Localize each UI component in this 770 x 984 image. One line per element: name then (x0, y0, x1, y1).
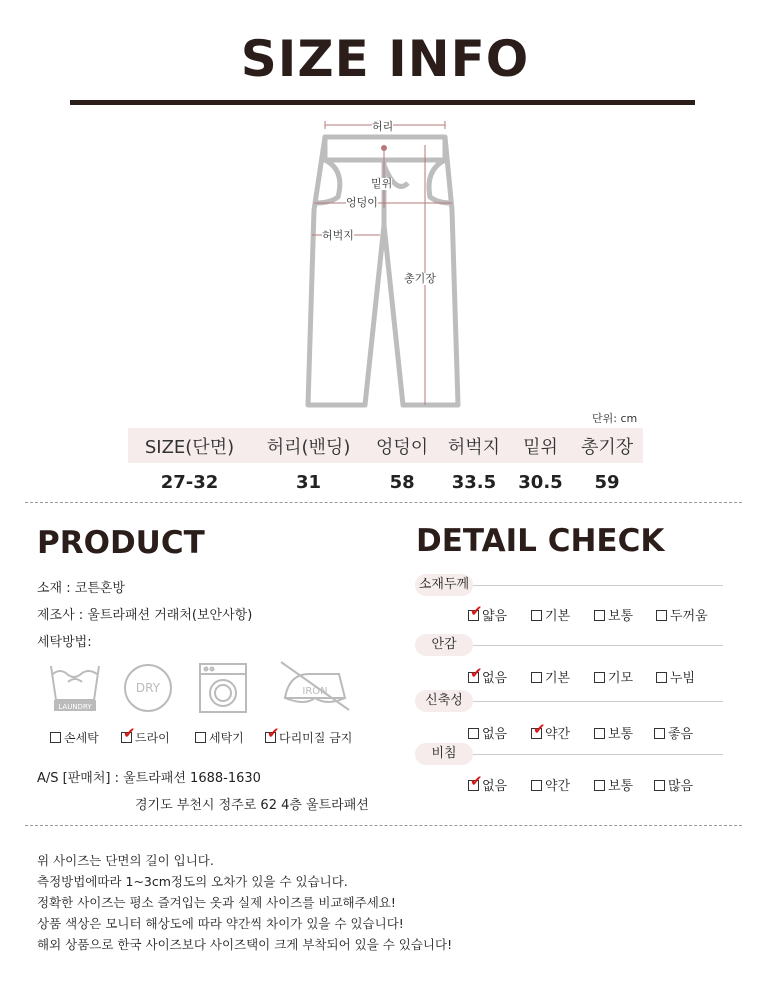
checkbox[interactable] (654, 780, 665, 791)
detail-option-label: 누빔 (670, 671, 696, 686)
check-mark-icon: ✔ (470, 602, 483, 620)
laundry-icon-label: LAUNDRY (58, 703, 92, 711)
section-divider (25, 825, 742, 826)
page-title: SIZE INFO (240, 30, 530, 88)
checkbox-checked[interactable] (121, 724, 136, 743)
detail-row-rule (473, 645, 723, 646)
care-option-dry[interactable] (121, 724, 170, 746)
care-option-no-iron[interactable] (265, 724, 353, 746)
no-iron-icon (275, 658, 355, 714)
size-cell: 59 (594, 471, 620, 493)
check-mark-icon: ✔ (533, 720, 546, 738)
size-header-cell: 총기장 (571, 428, 643, 463)
checkbox-checked[interactable] (468, 602, 483, 621)
detail-option-selected[interactable] (468, 664, 508, 686)
checkbox[interactable] (594, 672, 605, 683)
detail-option-label: 기본 (545, 671, 571, 686)
detail-option[interactable] (531, 605, 570, 624)
detail-row-label: 신축성 (415, 690, 473, 712)
checkbox[interactable] (195, 732, 206, 743)
detail-check-title: DETAIL CHECK (416, 523, 665, 559)
as-address-line: 경기도 부천시 정주로 62 4층 울트라패션 (135, 798, 369, 813)
detail-option-label: 보통 (608, 609, 634, 624)
care-option-label: 손세탁 (64, 731, 99, 745)
handwash-icon (48, 660, 102, 714)
detail-option[interactable] (468, 723, 507, 742)
wash-method-title: 세탁방법: (37, 635, 92, 650)
dry-clean-icon (122, 662, 174, 714)
checkbox[interactable] (468, 728, 479, 739)
length-label: 총기장 (404, 272, 436, 285)
detail-option-label: 보통 (608, 727, 634, 742)
detail-option-selected[interactable] (468, 602, 508, 624)
detail-option[interactable] (594, 723, 633, 742)
checkbox[interactable] (50, 732, 61, 743)
rise-label: 밑위 (371, 177, 393, 190)
waist-label: 허리 (372, 120, 394, 133)
dry-icon-label: DRY (135, 681, 161, 695)
detail-option[interactable] (654, 723, 693, 742)
checkbox[interactable] (654, 728, 665, 739)
care-option-label: 세탁기 (209, 731, 244, 745)
detail-option-label: 약간 (545, 779, 571, 794)
thigh-label: 허벅지 (322, 229, 354, 242)
check-mark-icon: ✔ (123, 724, 136, 742)
size-header-cell: 허벅지 (438, 428, 510, 463)
maker-text: 제조사 : 울트라패션 거래처(보안사항) (37, 608, 253, 623)
title-divider (70, 100, 695, 105)
detail-option-label: 보통 (608, 779, 634, 794)
size-cell: 33.5 (451, 471, 497, 493)
note-line: 위 사이즈는 단면의 길이 입니다. (37, 853, 214, 868)
detail-row-label: 비침 (415, 743, 473, 765)
detail-option-label: 두꺼움 (670, 609, 708, 624)
note-line: 측정방법에따라 1~3cm정도의 오차가 있을 수 있습니다. (37, 874, 348, 889)
size-cell: 27-32 (160, 471, 219, 493)
care-option-handwash[interactable] (50, 729, 99, 746)
checkbox-checked[interactable] (531, 720, 546, 739)
detail-option[interactable] (594, 605, 633, 624)
note-line: 상품 색상은 모니터 해상도에 따라 약간씩 차이가 있을 수 있습니다! (37, 916, 404, 931)
detail-row-rule (473, 585, 723, 586)
checkbox-checked[interactable] (468, 772, 483, 791)
size-table (128, 428, 643, 501)
size-header-cell: 허리(밴딩) (251, 428, 366, 463)
detail-row-rule (473, 701, 723, 702)
detail-option-label: 기본 (545, 609, 571, 624)
check-mark-icon: ✔ (470, 664, 483, 682)
size-cell: 31 (296, 471, 322, 493)
product-title: PRODUCT (37, 525, 205, 561)
checkbox-checked[interactable] (265, 724, 280, 743)
hip-label: 엉덩이 (346, 196, 378, 209)
detail-option-label: 얇음 (482, 609, 508, 624)
care-option-label: 드라이 (135, 731, 170, 745)
note-line: 정확한 사이즈는 평소 즐겨입는 옷과 실제 사이즈를 비교해주세요! (37, 895, 396, 910)
size-header-cell: 밑위 (510, 428, 571, 463)
checkbox[interactable] (594, 728, 605, 739)
detail-option[interactable] (594, 775, 633, 794)
detail-row-label: 안감 (415, 634, 473, 656)
checkbox[interactable] (531, 610, 542, 621)
care-option-label: 다리미질 금지 (279, 731, 353, 745)
detail-row-rule (473, 754, 723, 755)
detail-option[interactable] (531, 775, 570, 794)
pants-diagram (300, 115, 470, 415)
care-option-machine[interactable] (195, 729, 244, 746)
detail-option-selected[interactable] (468, 772, 508, 794)
unit-label: 단위: cm (592, 412, 638, 425)
checkbox[interactable] (531, 780, 542, 791)
section-divider (25, 502, 742, 503)
detail-row-label: 소재두께 (415, 574, 473, 596)
material-text: 소재 : 코튼혼방 (37, 581, 125, 596)
detail-option-label: 기모 (608, 671, 634, 686)
check-mark-icon: ✔ (470, 772, 483, 790)
checkbox[interactable] (531, 672, 542, 683)
size-cell: 58 (389, 471, 415, 493)
detail-option[interactable] (656, 605, 708, 624)
detail-option-label: 없음 (482, 671, 508, 686)
detail-option[interactable] (654, 775, 693, 794)
check-mark-icon: ✔ (267, 724, 280, 742)
detail-option-label: 약간 (545, 727, 571, 742)
checkbox[interactable] (594, 780, 605, 791)
checkbox[interactable] (656, 610, 667, 621)
detail-option[interactable] (656, 667, 695, 686)
detail-option[interactable] (531, 667, 570, 686)
detail-option-selected[interactable] (531, 720, 571, 742)
checkbox[interactable] (594, 610, 605, 621)
detail-option[interactable] (594, 667, 633, 686)
detail-option-label: 없음 (482, 779, 508, 794)
detail-option-label: 많음 (668, 779, 694, 794)
size-table-header (128, 428, 643, 463)
iron-icon-label: IRON (302, 686, 328, 697)
washing-machine-icon (198, 662, 248, 714)
note-line: 해외 상품으로 한국 사이즈보다 사이즈택이 크게 부착되어 있을 수 있습니다! (37, 937, 453, 952)
size-cell: 30.5 (518, 471, 563, 493)
detail-option-label: 좋음 (668, 727, 694, 742)
size-header-cell: 엉덩이 (366, 428, 438, 463)
size-table-row (128, 463, 643, 501)
detail-option-label: 없음 (482, 727, 508, 742)
checkbox-checked[interactable] (468, 664, 483, 683)
size-header-cell: SIZE(단면) (128, 428, 251, 463)
as-contact-line: A/S [판매처] : 울트라패션 1688-1630 (37, 771, 261, 786)
checkbox[interactable] (656, 672, 667, 683)
